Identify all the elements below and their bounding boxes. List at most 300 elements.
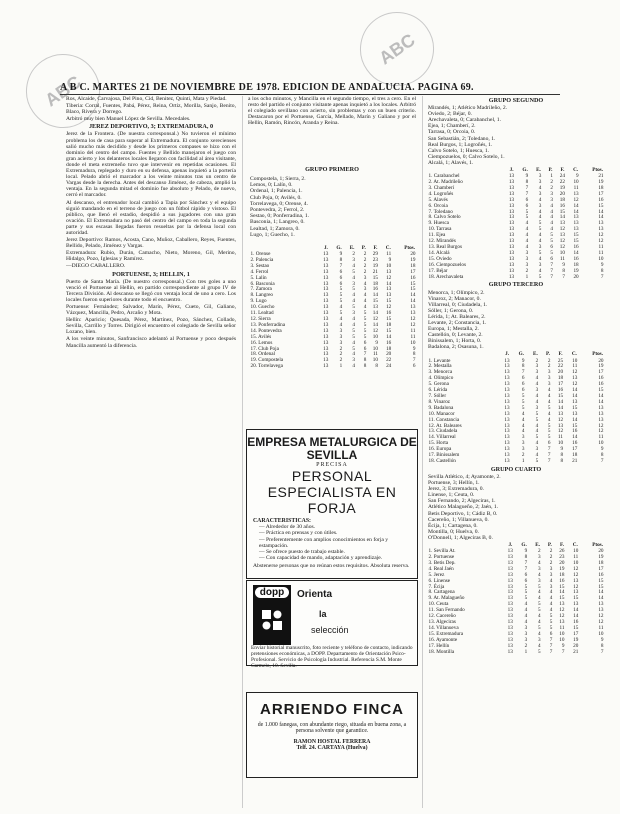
- table-cell: 12: [598, 428, 604, 435]
- table-cell: 10: [598, 440, 604, 447]
- table-cell: 13: [372, 304, 378, 311]
- table-cell: 13: [507, 624, 513, 631]
- table-cell: 8: [600, 642, 604, 649]
- advert-footer: Abstenerse personas que no reúnan estos requisitos. Absoluta reserva.: [253, 562, 410, 569]
- table-cell: 17: [557, 381, 564, 388]
- table-cell: 4: [363, 280, 367, 287]
- table-cell: 29: [372, 251, 378, 257]
- table-cell: 13: [508, 226, 515, 233]
- table-cell: 12: [572, 381, 578, 388]
- table-cell: 13: [572, 398, 578, 405]
- table-cell: 13. Real Burgos: [428, 244, 462, 250]
- table-cell: 15. Horta: [428, 440, 449, 447]
- table-cell: 6: [339, 280, 343, 287]
- table-cell: 13: [323, 327, 329, 334]
- table-cell: 5: [363, 327, 367, 334]
- result-line: Betis Deportivo, 1; Cádiz B, 0.: [428, 510, 498, 517]
- table-cell: 13: [598, 410, 604, 417]
- table-cell: 14: [598, 208, 604, 215]
- result-line: Vinaroz, 2; Manacor, 0.: [428, 295, 481, 302]
- table-cell: 5: [524, 589, 528, 596]
- table-cell: 13: [507, 548, 513, 555]
- advert-text: de 1.000 fanegas, con abundante riego, situada en buena zona, a persona solvente que garantice.: [257, 722, 407, 735]
- result-line: Jerez, 3; Extremadura, 0.: [428, 486, 484, 493]
- table-cell: 13: [507, 577, 513, 584]
- table-cell: 13: [507, 571, 513, 578]
- table-cell: 19: [598, 363, 604, 370]
- table-cell: 4: [549, 577, 553, 584]
- table-cell: 13: [323, 304, 329, 311]
- table-cell: 10: [372, 357, 378, 364]
- result-line: Castellón, 0; Levante, 2.: [428, 332, 483, 339]
- result-line: Menorca, 1; Olímpico, 2.: [428, 289, 485, 296]
- table-cell: 3: [535, 369, 539, 376]
- table-cell: 14: [572, 434, 578, 441]
- table-cell: 11: [410, 327, 416, 334]
- page-header: A B C. MARTES 21 DE NOVIEMBRE DE 1978. EDICION DE ANDALUCIA. PAGINA 69.: [60, 82, 560, 95]
- table-cell: 4: [524, 601, 528, 608]
- table-cell: 2. At. Madrileño: [428, 179, 463, 186]
- table-cell: 7: [600, 457, 604, 464]
- column-header: F.: [373, 245, 378, 251]
- table-cell: 9. Badalona: [428, 404, 454, 411]
- dopp-emblem-icon: [261, 609, 283, 631]
- table-cell: 12: [598, 238, 604, 245]
- column-header: P.: [548, 167, 553, 174]
- table-cell: 2: [550, 179, 553, 186]
- table-cell: 11: [559, 255, 565, 262]
- table-cell: 14: [573, 249, 579, 256]
- table-cell: 7: [549, 636, 553, 643]
- table-cell: 9: [525, 173, 529, 180]
- table-cell: 3: [352, 310, 355, 317]
- table-cell: 13: [504, 387, 510, 394]
- table-cell: 7: [525, 190, 529, 197]
- table-cell: 18. Castellón: [428, 457, 456, 464]
- result-line: Mirandés, 1; Atlético Madrileño, 2.: [428, 105, 508, 112]
- table-cell: 2: [547, 357, 551, 364]
- table-cell: 16: [386, 339, 392, 346]
- table-cell: 15: [559, 583, 565, 590]
- table-cell: 3: [352, 256, 355, 263]
- table-cell: 13: [508, 273, 515, 280]
- table-cell: 2: [549, 559, 553, 566]
- table-cell: 14: [410, 298, 416, 305]
- table-cell: 6: [525, 196, 529, 203]
- table-cell: 16: [572, 428, 578, 435]
- table-cell: 4: [535, 393, 539, 399]
- table-cell: 4: [521, 410, 525, 417]
- table-cell: 4: [352, 363, 355, 370]
- table-cell: 4. Olímpico: [428, 375, 454, 382]
- table-cell: 7: [550, 273, 553, 280]
- table-cell: 3: [535, 446, 539, 453]
- table-cell: 15: [386, 327, 392, 334]
- table-cell: 1: [521, 457, 525, 464]
- table-cell: 18. Arechavaleta: [428, 273, 464, 280]
- table-cell: 13: [504, 428, 510, 435]
- table-cell: 3: [535, 404, 539, 411]
- table-cell: 5: [535, 410, 539, 417]
- table-cell: 20: [559, 190, 565, 197]
- table-cell: 13: [507, 589, 513, 596]
- advert-line: selección: [311, 625, 349, 635]
- table-cell: 5: [339, 298, 343, 305]
- table-cell: 19: [559, 565, 565, 572]
- table-cell: 12: [386, 274, 392, 281]
- table-cell: 4: [550, 226, 553, 233]
- table-cell: 3: [538, 190, 542, 197]
- table-cell: 3: [549, 565, 553, 572]
- table-cell: 7: [547, 452, 551, 459]
- table-cell: 4: [549, 601, 553, 608]
- table-cell: 11: [598, 624, 604, 631]
- table-cell: 9. Huesca: [428, 220, 449, 227]
- table-cell: 18: [598, 184, 604, 191]
- table-cell: 5: [537, 624, 541, 631]
- table-cell: 2: [547, 363, 551, 370]
- table-cell: 7: [521, 369, 525, 376]
- paragraph: Jerez de la Frontera. (De nuestra corresponsal.) No tuvieron el mínimo problema los de casa para superar al Extremadura. El conjunto xerecienses salió mucho más decidido y desde los primeros compases se hizo con el dominio del centro del campo. Fuentes y Bellido manejaron el juego con gran acierto y los delanteros locales llegaron con facilidad al área visitante, donde el meta extremeño tuvo que intervenir en repetidas ocasiones. El Extremadura, replegado y duro en su defensa, apenas inquietó a la portería local. Pelado abrió el marcador a los veinte minutos tras un centro de Vargas desde la derecha. Antes del descanso Jiménez, de cabeza, amplió la ventaja. En la segunda mitad el dominio fue absoluto y Pelado, de nuevo, cerró el marcador.: [66, 131, 236, 199]
- column-header: J.: [505, 351, 510, 358]
- table-cell: 5: [339, 310, 343, 317]
- table-cell: 9: [562, 261, 565, 268]
- table-cell: 16: [559, 577, 565, 584]
- dopp-logo-text: dopp: [255, 587, 289, 598]
- advert-headline: PERSONAL ESPECIALISTA EN FORJA: [267, 468, 397, 516]
- table-cell: 16. Ayamonte: [428, 636, 458, 643]
- table-cell: 4: [521, 416, 525, 423]
- table-cell: 21: [572, 457, 578, 464]
- table-cell: 13: [573, 226, 579, 233]
- table-cell: 13: [386, 286, 392, 293]
- table-cell: 4: [525, 220, 529, 227]
- table-cell: 5: [547, 434, 551, 441]
- table-row: [428, 650, 604, 656]
- table-cell: 14: [572, 387, 578, 394]
- table-cell: 2: [537, 548, 541, 555]
- table-cell: 14: [559, 589, 565, 596]
- table-cell: 5: [549, 618, 553, 625]
- table-cell: 2. Palencia: [250, 256, 274, 263]
- table-cell: 13: [410, 304, 416, 311]
- table-cell: 15: [598, 387, 604, 394]
- table-cell: 6: [525, 202, 529, 209]
- table-cell: 10: [598, 630, 604, 637]
- table-cell: 15: [573, 624, 579, 631]
- result-line: Cacereño, 1; Villanueva, 0.: [428, 516, 489, 523]
- table-cell: 4: [547, 410, 551, 417]
- table-cell: 13: [598, 404, 604, 411]
- table-cell: 13: [504, 381, 510, 388]
- table-cell: 3. Chamberí: [428, 184, 455, 191]
- table-cell: 10: [386, 262, 392, 269]
- table-cell: 4: [352, 351, 355, 358]
- table-cell: 2: [363, 268, 367, 275]
- table-cell: 4: [524, 613, 528, 620]
- table-cell: 14: [598, 393, 604, 399]
- table-cell: 8. Calvo Sotelo: [428, 214, 461, 221]
- column-header: C.: [573, 167, 579, 174]
- table-cell: 5. Lalín: [250, 274, 267, 281]
- table-cell: 4. Ferrol: [250, 268, 269, 275]
- byline: —DIEGO CABALLERO.: [66, 263, 126, 270]
- table-cell: 7: [549, 642, 553, 649]
- table-cell: 4: [352, 274, 355, 281]
- table-cell: 13: [504, 398, 510, 405]
- table-cell: 12: [557, 428, 564, 435]
- table-cell: 22: [559, 179, 565, 186]
- table-cell: 13: [508, 238, 515, 245]
- column-header: E.: [532, 351, 538, 358]
- table-cell: 13: [508, 173, 515, 180]
- table-cell: 16: [598, 381, 604, 388]
- table-cell: 13: [504, 452, 510, 459]
- table-cell: 4: [537, 630, 541, 637]
- table-cell: 8: [375, 363, 378, 370]
- table-cell: 14. Villarreal: [428, 434, 456, 441]
- advert-requirements-title: CARACTERISTICAS:: [253, 518, 311, 524]
- table-cell: 13: [323, 310, 329, 317]
- table-cell: 8: [524, 554, 528, 560]
- table-cell: 13: [598, 226, 604, 233]
- table-cell: 9: [561, 642, 565, 649]
- table-cell: 6. Linense: [428, 577, 451, 584]
- table-cell: 13: [504, 422, 510, 429]
- table-cell: 23: [559, 554, 565, 560]
- table-cell: 5: [339, 286, 343, 293]
- dopp-advert: [246, 580, 418, 669]
- table-cell: 13: [598, 220, 604, 227]
- table-cell: 13: [504, 440, 510, 447]
- table-cell: 16: [372, 286, 378, 293]
- table-cell: 4: [535, 375, 539, 382]
- table-cell: 4: [537, 589, 541, 596]
- column-header: F.: [559, 542, 564, 548]
- table-cell: 3: [538, 261, 542, 268]
- column-header: F.: [558, 351, 563, 358]
- table-cell: 4: [524, 607, 528, 614]
- table-cell: 13: [559, 618, 565, 625]
- result-line: Compostela, 1; Sierra, 2.: [250, 176, 306, 182]
- table-cell: 16: [559, 202, 565, 209]
- table-cell: 14: [598, 595, 604, 602]
- result-line: Sestao, 0; Ponferradina, 1.: [250, 213, 310, 220]
- table-cell: 20: [573, 273, 579, 280]
- table-cell: 15: [372, 298, 378, 305]
- table-cell: 19: [573, 267, 579, 274]
- table-cell: 7: [550, 261, 553, 268]
- table-cell: 7: [525, 184, 529, 191]
- table-cell: 3: [538, 179, 542, 186]
- table-cell: 10: [372, 345, 378, 352]
- table-cell: 10: [572, 357, 578, 364]
- table-cell: 17. Hellín: [428, 642, 450, 649]
- table-cell: 16. Lemos: [250, 339, 273, 346]
- table-cell: 8: [521, 363, 525, 370]
- group-title: GRUPO PRIMERO: [305, 166, 359, 173]
- table-cell: 5: [524, 583, 528, 590]
- table-cell: 4: [535, 381, 539, 388]
- table-cell: 12: [573, 571, 579, 578]
- table-cell: 15: [386, 315, 392, 322]
- table-cell: 4: [549, 607, 553, 614]
- table-cell: 11: [410, 333, 416, 340]
- column-header: G.: [522, 167, 528, 174]
- table-cell: 18: [386, 345, 392, 352]
- group-title: GRUPO CUARTO: [490, 465, 542, 473]
- advert-title: ARRIENDO FINCA: [260, 701, 404, 718]
- table-cell: 13: [323, 363, 329, 370]
- table-cell: 11: [372, 351, 378, 358]
- table-cell: 3: [547, 381, 551, 388]
- contact-phone: Telf. 24. CARTAYA (Huelva): [296, 745, 368, 752]
- table-cell: 7: [363, 351, 367, 358]
- table-cell: 7: [339, 262, 343, 269]
- table-cell: 26: [559, 548, 565, 555]
- table-cell: 10: [559, 630, 565, 637]
- result-line: Ejea, 1; Chamberí, 2.: [428, 123, 476, 130]
- result-line: Sevilla Atlético, 4; Ayamonte, 2.: [428, 473, 501, 480]
- table-cell: 4: [538, 255, 542, 262]
- table-cell: 6. Lérida: [428, 387, 448, 394]
- table-cell: 13: [323, 357, 329, 364]
- table-cell: 6: [524, 571, 528, 578]
- table-cell: 17. Club Poja: [250, 345, 279, 352]
- table-cell: 2: [549, 548, 553, 555]
- table-cell: 3: [525, 255, 529, 262]
- table-cell: 19: [559, 184, 565, 191]
- table-cell: 10: [573, 559, 579, 566]
- advert-text: Enviar historial manuscrito, foto reciente y teléfono de contacto, indicando pretensiones económicas, a DOPP. Departamento de Orientación Psico-Profesional. Servicio de Psicología Industrial. Referencia S.M. Monte Carmelo, 10. Sevilla.: [251, 645, 413, 669]
- advert-line: la: [319, 609, 327, 619]
- table-cell: 3: [352, 357, 355, 364]
- result-line: Calvo Sotelo, 1; Huesca, 1.: [428, 147, 490, 154]
- result-line: Basconia, 1; Langreo, 0.: [250, 219, 305, 226]
- table-cell: 18: [372, 280, 378, 287]
- column-header: C.: [385, 245, 391, 251]
- table-cell: 10. Guecho: [250, 304, 275, 311]
- table-cell: 3: [521, 440, 525, 447]
- table-cell: 12: [573, 583, 579, 590]
- table-cell: 9: [412, 345, 416, 352]
- table-cell: 3: [538, 244, 542, 250]
- table-cell: 16: [573, 244, 579, 250]
- table-cell: 3: [537, 565, 541, 572]
- table-cell: 3: [535, 363, 539, 370]
- table-cell: 11. San Fernando: [428, 607, 465, 614]
- paragraph: A los veinte minutos, Sanfrancisco adelantó al Portuense y poco después Mancilla aumentó la diferencia.: [66, 336, 236, 349]
- table-cell: 6: [550, 255, 553, 262]
- table-cell: 7: [412, 357, 416, 364]
- table-cell: 3: [549, 571, 553, 578]
- table-cell: 3: [547, 369, 551, 376]
- table-cell: 3: [550, 190, 553, 197]
- table-cell: 13: [507, 636, 513, 643]
- table-cell: 9: [375, 339, 378, 346]
- table-cell: 3: [339, 333, 343, 340]
- table-cell: 13: [573, 214, 579, 221]
- table-cell: 15. Extremadura: [428, 630, 464, 637]
- paragraph: Al descanso, el entrenador local cambió a Tapia por Sánchez y el equipo siguió mandando en el terreno de juego con un fútbol rápido y vistoso. El público, que llenó el estadio, despidió a sus jugadores con una gran ovación. El Extremadura no pasó del centro del campo en toda la segunda parte y sus escasas llegadas fueron resueltas por la defensa local con autoridad.: [66, 199, 236, 236]
- table-cell: 19: [573, 636, 579, 643]
- table-cell: 5: [521, 404, 525, 411]
- table-cell: 15: [372, 274, 378, 281]
- paragraph: a los ocho minutos, y Mancilla en el segundo tiempo, el tres a cero. En el resto del partido el conjunto visitante apenas inquietó a los locales. Arbitró el colegiado sevillano con acierto, sin problemas y con un buen criterio. Destacaron por el Portuense, García, Mellado, Marín y Galiano y por el Hellín, Ramón, Rincón, Aranda y Reina.: [248, 96, 416, 127]
- table-cell: 13: [507, 595, 513, 602]
- table-row: [428, 275, 604, 281]
- table-cell: 4: [538, 267, 542, 274]
- table-cell: 22: [386, 357, 392, 364]
- table-cell: 6: [524, 577, 528, 584]
- table-cell: 1. Levante: [428, 357, 451, 364]
- table-cell: 9: [521, 357, 525, 364]
- table-cell: 4: [525, 238, 529, 245]
- table-cell: 16. Europa: [428, 446, 452, 453]
- table-cell: 21: [372, 268, 378, 275]
- table-cell: 13: [386, 292, 392, 299]
- table-cell: 13: [507, 613, 513, 620]
- table-cell: 15: [410, 280, 416, 287]
- paragraph: Puerto de Santa María. (De nuestro corresponsal.) Con tres goles a uno venció el Portuense al Hellín, en partido correspondiente al grupo IV de Tercera División. Al descanso se llegó con ventaja local de uno a cero. Los locales fueron superiores durante todo el encuentro.: [66, 278, 236, 303]
- table-cell: 13: [323, 298, 329, 305]
- table-cell: 7: [549, 648, 553, 655]
- table-cell: 8: [412, 351, 416, 358]
- table-cell: 4: [525, 226, 529, 233]
- table-cell: 4: [537, 642, 541, 649]
- table-cell: 7: [561, 648, 565, 655]
- table-cell: 14: [573, 613, 579, 620]
- table-cell: 10. Tarrasa: [428, 226, 452, 233]
- table-cell: 18: [386, 321, 392, 328]
- result-line: Europa, 1; Mestalla, 2.: [428, 326, 479, 333]
- table-cell: 10. Ceuta: [428, 601, 449, 608]
- table-cell: 3: [524, 624, 528, 631]
- table-cell: 18: [573, 261, 579, 268]
- table-cell: 11. Constancia: [428, 416, 460, 423]
- table-cell: 13: [507, 601, 513, 608]
- table-cell: 4: [550, 202, 553, 209]
- table-cell: 13: [507, 648, 513, 655]
- table-cell: 9: [560, 446, 564, 453]
- table-cell: 12: [559, 613, 565, 620]
- table-cell: 5: [352, 268, 355, 275]
- table-cell: 16. Ciempozuelos: [428, 261, 466, 268]
- table-cell: 24: [386, 363, 392, 370]
- table-cell: 12: [598, 232, 604, 239]
- table-cell: 19. Compostela: [250, 357, 284, 364]
- table-cell: 13: [386, 268, 392, 275]
- table-cell: 13: [507, 630, 513, 637]
- column-header: P.: [545, 351, 550, 358]
- table-cell: 3: [363, 286, 367, 293]
- column-header: G.: [336, 245, 342, 251]
- list-item: — Preferentemente con amplios conocimientos en forja y estampación.: [259, 537, 413, 550]
- table-cell: 13: [323, 345, 329, 352]
- table-cell: 5: [535, 434, 539, 441]
- table-cell: 13: [504, 393, 510, 399]
- column-header: Ptos.: [592, 167, 603, 174]
- table-cell: 17: [572, 446, 578, 453]
- table-cell: 2: [521, 452, 525, 459]
- table-cell: 12. Mirandés: [428, 238, 456, 245]
- column-header: Ptos.: [404, 245, 415, 251]
- table-cell: 13: [323, 321, 329, 328]
- table-cell: 4: [535, 440, 539, 447]
- column-header: F.: [560, 167, 565, 174]
- table-cell: 5: [537, 607, 541, 614]
- paragraph: Extremadura: Rubio, Durán, Camacho, Nieto, Moreno, Gil, Merino, Hidalgo, Pozo, Iglesias y Ramírez.: [66, 250, 236, 263]
